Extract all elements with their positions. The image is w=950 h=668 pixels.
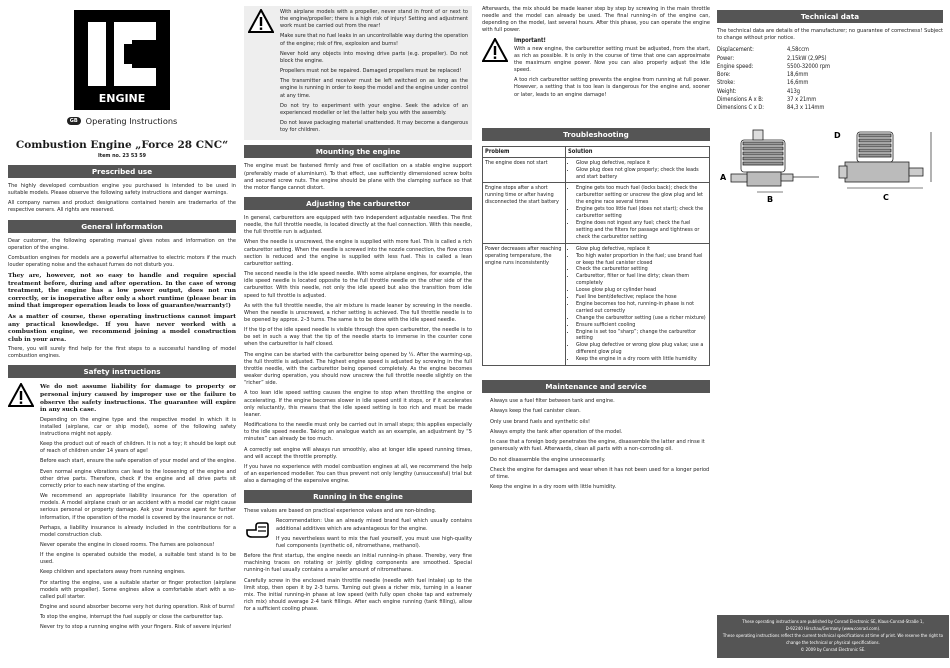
important-title: Important! <box>514 37 546 44</box>
list-item: • In case that a foreign body penetrates the engine, disassemble the latter and rinse it generously with fuel. Afterwards, clean all parts with a non-corroding oil. <box>490 439 710 454</box>
engine-logo <box>74 10 170 110</box>
language-badge: GB <box>67 117 81 125</box>
column-3 <box>482 6 710 664</box>
solution-item: • Loose glow plug or cylinder head <box>576 287 707 294</box>
paragraph: In general, carburettors are equipped with two independent adjustable needles. The first needle, the full throttle needle, is located directly at the fuel connection. With this needle, the full throttle run is adjusted. <box>244 214 472 236</box>
safety-item: To stop the engine, interrupt the fuel supply or close the carburettor tap. <box>40 614 224 621</box>
svg-text:ENGINE: ENGINE <box>98 92 146 105</box>
section-heading-maintenance: Maintenance and service <box>482 380 710 393</box>
important-block <box>482 38 710 102</box>
safety-item: For starting the engine, use a suitable starter or finger protection (airplane models with propeller). Some engines allow a comfortable start with a so-called pull starter. <box>40 579 236 600</box>
column-2 <box>244 6 472 664</box>
spec-value: 84,3 x 114mm <box>787 105 825 112</box>
list-item: • Only use brand fuels and synthetic oils! <box>490 419 710 426</box>
solution-item: • Check the carburettor setting <box>576 266 707 273</box>
spec-value: 2,15kW (2,9PS) <box>787 55 827 62</box>
dimension-label-a: A <box>720 173 727 183</box>
section-heading-mounting: Mounting the engine <box>244 145 472 158</box>
spec-label: Stroke: <box>717 80 735 87</box>
engine-dimension-diagram <box>717 122 943 214</box>
list-item: • Always keep the fuel canister clean. <box>490 408 710 415</box>
paragraph: The technical data are details of the manufacturer; no guarantee of correctness! Subject to change without prior notice. <box>717 28 943 42</box>
solution-item: • Change the carburettor setting (use a richer mixture) <box>576 315 707 322</box>
solution-item: • Engine does not ingest any fuel; check the fuel setting and the filters for passage and tightness or check the carburettor setting <box>576 220 707 241</box>
bold-paragraph: As a matter of course, these operating instructions cannot impart any practical knowledge. If you have never worked with a combustion engine, we recommend joining a model construction club in your area. <box>8 312 236 343</box>
important-text: With a new engine, the carburettor setting must be adjusted, from the start, as rich as possible. It is only in the course of time that one can approximate the maximum engine power. Now you can also properly adjust the idle speed. <box>514 45 710 74</box>
solution-item: • Glow plug defective, replace it <box>576 246 707 253</box>
section-heading-carburettor: Adjusting the carburettor <box>244 197 472 210</box>
column-4 <box>717 6 943 664</box>
safety-item: Never try to stop a running engine with your fingers. Risk of severe injuries! <box>40 624 232 631</box>
solution-item: • Keep the engine in a dry room with little humidity <box>576 356 707 363</box>
problem-cell: Engine stops after a short running time or after having disconnected the start battery <box>483 183 566 243</box>
spec-row <box>717 63 943 71</box>
warning-triangle-icon <box>482 38 508 62</box>
paragraph: There, you will surely find help for the first steps to a successful handling of model combustion engines. <box>8 346 236 360</box>
problem-cell: The engine does not start <box>483 157 566 183</box>
paragraph: Modifications to the needle must only be carried out in small steps; this applies especially to the idle speed needle. Taking an analogue watch as an example, an adjustment by “5 minutes” can already be too much. <box>244 422 472 443</box>
safety-item: Perhaps, a liability insurance is already included in the contributions for a model construction club. <box>40 524 236 538</box>
operating-instructions-label: Operating Instructions <box>85 116 178 126</box>
safety-item: Depending on the engine type and the respective model in which it is installed (airplane, car or ship model), some of the following safety instructions might not apply. <box>40 416 236 437</box>
item-number: Item no. 23 53 59 <box>97 153 147 159</box>
spec-label: Displacement: <box>717 47 754 54</box>
problem-cell: Power decreases after reaching operating temperature, the engine runs inconsistently <box>483 243 566 365</box>
bold-paragraph: They are, however, not so easy to handle and require special treatment before, during and after operation. In the case of wrong treatment, the engine has a low power output, does not run correctly, or is inoperative after only a short runtime (please bear in mind that improper operation leads to loss of guarantee/warranty!) <box>8 272 236 310</box>
spec-label: Engine speed: <box>717 63 754 70</box>
paragraph: Carefully screw in the enclosed main throttle needle (needle with fuel intake) up to the limit stop, then open it by 2-3 turns. Turning out gives a richer mix, turning in a leaner mix. The initial running-in phase at low speed (with fully open choke tap and extremely rich mix) should average 2-4 tank fillings. After each engine running (tank filling), allow for a sufficient cooling phase. <box>244 577 472 613</box>
table-header-row <box>483 146 710 157</box>
spec-label: Power: <box>717 55 735 62</box>
spec-row <box>717 96 943 104</box>
paragraph: These values are based on practical experience values and are non-binding. <box>244 508 437 515</box>
column-header-solution: Solution <box>566 146 710 157</box>
safety-item: Never hold any objects into moving drive parts (e.g. propeller). Do not block the engine. <box>280 50 468 64</box>
safety-item: Before each start, ensure the safe operation of your model and of the engine. <box>40 458 236 465</box>
solution-item: • Engine gets too little fuel (does not start); check the carburettor setting <box>576 206 707 220</box>
spec-row <box>717 71 943 79</box>
solution-item: • Glow plug defective, replace it <box>576 160 707 167</box>
footer-line: © 2009 by Conrad Electronic SE. <box>800 647 866 653</box>
section-heading-running-in: Running in the engine <box>244 490 472 503</box>
dimension-label-c: C <box>883 193 889 203</box>
paragraph: Before the first startup, the engine needs an initial running-in phase. Thereby, very fine machining traces on rotating or jointly gliding components are smoothed. Special running-in fuel usually contains a smaller amount of nitromethane. <box>244 553 472 574</box>
warning-triangle-icon <box>248 9 274 33</box>
section-heading-prescribed-use: Prescribed use <box>8 165 236 178</box>
solution-item: • Glow plug does not glow properly; check the leads and start battery <box>576 167 707 181</box>
solution-item: • Too high water proportion in the fuel; use brand fuel or keep the fuel canister closed <box>576 253 707 267</box>
solution-cell <box>566 243 710 365</box>
paragraph: The second needle is the idle speed needle. With some airplane engines, for example, the idle speed needle is located opposite to the full throttle needle on the other side of the carburettor. With this needle, not only the idle speed but also the transition from idle speed to full throttle is adjusted. <box>244 271 472 299</box>
paragraph: If you have no experience with model combustion engines at all, we recommend the help of an experienced modeller. You can thus prevent not only lengthy (unsuccessful) trial but also a damaging of the expensive engine. <box>244 463 472 485</box>
paragraph: If the tip of the idle speed needle is visible through the open carburettor, the needle is to be set in such a way that the tip of the needle starts to immerse in the counter cone when the carburettor is half closed. <box>244 327 472 348</box>
spec-value: 16,6mm <box>787 80 809 87</box>
solution-item: • Engine becomes too hot, running-in phase is not carried out correctly <box>576 301 707 315</box>
recommendation-2: If you nevertheless want to mix the fuel yourself, you must use high-quality fuel components (synthetic oil, nitromethane, methanol). <box>276 535 472 549</box>
safety-block <box>8 383 236 634</box>
technical-data-list <box>717 46 943 112</box>
spec-label: Dimensions A x B: <box>717 96 764 103</box>
spec-value: 18,6mm <box>787 72 809 79</box>
paragraph: The engine can be started with the carburettor being opened by ¼. After the warming-up, the full throttle is adjusted. The highest engine speed is adjusted by screwing in the full throttle needle, with the carburettor being opened completely. As the engine becomes weaker during operation, you should now unscrew the full throttle needle slightly on the “richer” side. <box>244 351 472 387</box>
column-1 <box>8 6 236 664</box>
dimension-label-b: B <box>767 195 774 205</box>
safety-item: Keep children and spectators away from running engines. <box>40 569 186 576</box>
header-block <box>8 10 236 159</box>
troubleshooting-table <box>482 146 710 366</box>
section-heading-general-information: General information <box>8 220 236 233</box>
spec-label: Bore: <box>717 72 731 79</box>
spec-row <box>717 104 943 112</box>
solution-item: • Carburettor, filter or fuel line dirty; clean them completely <box>576 273 707 287</box>
table-row <box>483 183 710 243</box>
list-item: • Keep the engine in a dry room with little humidity. <box>490 484 710 491</box>
section-heading-safety: Safety instructions <box>8 365 236 378</box>
table-row <box>483 157 710 183</box>
footer-line: These operating instructions reflect the current technical specifications at time of print. We reserve the right to change the technical or physical specifications. <box>722 633 944 646</box>
spec-value: 413g <box>787 88 801 95</box>
section-heading-troubleshooting: Troubleshooting <box>482 128 710 141</box>
list-item: • Always use a fuel filter between tank and engine. <box>490 398 710 405</box>
spec-value: 5500-32000 rpm <box>787 63 831 70</box>
recommendation-block <box>244 518 472 553</box>
safety-item: Propellers must not be repaired. Damaged propellers must be replaced! <box>280 68 462 75</box>
paragraph: A too lean idle speed setting causes the engine to stop when throttling the engine or accelerating. If the engine becomes slower in idle speed until it stops, or if it accelerates only reluctantly, this means that the idle speed setting is too rich and must be made leaner. <box>244 390 472 418</box>
section-heading-technical-data: Technical data <box>717 10 943 23</box>
column-header-problem: Problem <box>483 146 566 157</box>
list-item: • Do not disassemble the engine unnecessarily. <box>490 457 710 464</box>
safety-item: If the engine is operated outside the model, a suitable test stand is to be used. <box>40 552 236 566</box>
safety-item: Keep the product out of reach of children. It is not a toy; it should be kept out of reach of children under 14 years of age! <box>40 441 236 455</box>
solution-item: • Glow plug defective or wrong glow plug value; use a different glow plug <box>576 342 707 356</box>
safety-item: We recommend an appropriate liability insurance for the operation of models. A model airplane crash or an accident with a model car might cause serious personal or property damage. Ask your insurance agent for further information, if the operation of the model is covered by the insurance or not. <box>40 493 236 521</box>
spec-label: Weight: <box>717 88 737 95</box>
spec-row <box>717 46 943 54</box>
spec-value: 37 x 21mm <box>787 96 817 103</box>
paragraph: Afterwards, the mix should be made leaner step by step by screwing in the main throttle needle and the model can already be used. The final running-in of the engine can, depending on the model, last several hours. After this phase, you can operate the engine with full power. <box>482 6 710 34</box>
dimension-label-d: D <box>834 131 841 141</box>
spec-row <box>717 55 943 63</box>
paragraph: Dear customer, the following operating manual gives notes and information on the operation of the engine. <box>8 237 236 251</box>
solution-item: • Fuel line bent/defective; replace the hose <box>576 294 707 301</box>
safety-continued-block <box>244 6 472 140</box>
paragraph: The engine must be fastened firmly and free of oscillation on a stable engine support (preferably made of aluminium). To that effect, use sufficiently dimensioned screw bolts and secured screw nuts. The engine should be plane with the clamping surface so that the motor flange cannot distort. <box>244 163 472 191</box>
safety-item: With airplane models with a propeller, never stand in front of or next to the engine/propeller; there is a high risk of injury! Setting and adjustment work must be carried out from the rear! <box>280 9 468 30</box>
solution-item: • Ensure sufficient cooling <box>576 322 707 329</box>
maintenance-list <box>482 398 710 492</box>
info-hand-icon <box>244 518 270 540</box>
footer-line: D-92240 Hirschau/Germany (www.conrad.com). <box>785 626 881 632</box>
spec-value: 4,58ccm <box>787 47 810 54</box>
spec-label: Dimensions C x D: <box>717 105 765 112</box>
list-item: • Check the engine for damages and wear when it has not been used for a longer period of time. <box>490 467 710 482</box>
paragraph: When the needle is unscrewed, the engine is supplied with more fuel. This is called a rich carburettor setting. When the needle is screwed into the nozzle connection, the flow cross section is reduced and the engine is supplied with less fuel. This is called a lean carburettor setting. <box>244 239 472 267</box>
safety-item: Do not try to experiment with your engine. Seek the advice of an experienced modeller or let the latter help you with the assembly. <box>280 102 468 116</box>
table-row <box>483 243 710 365</box>
language-line <box>8 116 236 126</box>
solution-cell <box>566 157 710 183</box>
paragraph: All company names and product designations contained herein are trademarks of the respective owners. All rights are reserved. <box>8 200 236 214</box>
footer-box <box>717 615 949 658</box>
safety-item: Engine and sound absorber become very hot during operation. Risk of burns! <box>40 604 235 611</box>
safety-lead: We do not assume liability for damage to property or personal injury caused by improper use or the failure to observe the safety instructions. The guarantee will expire in any such case. <box>40 383 236 414</box>
spec-row <box>717 88 943 96</box>
safety-item: Never operate the engine in closed rooms. The fumes are poisonous! <box>40 542 215 549</box>
safety-item: Make sure that no fuel leaks in an uncontrollable way during the operation of the engine; risk of fire, explosion and burns! <box>280 33 469 47</box>
safety-item: The transmitter and receiver must be left switched on as long as the engine is running in order to keep the model and the engine under control at any time. <box>280 78 468 99</box>
solution-item: • Engine is set too “sharp”; change the carburettor setting <box>576 329 707 343</box>
list-item: • Always empty the tank after operation of the model. <box>490 429 710 436</box>
paragraph: As with the full throttle needle, the air mixture is made leaner by screwing in the needle. When the needle is unscrewed, a richer setting is achieved. The full throttle needle is to be opened by approx. 2–3 turns. The same is to be done with the idle speed needle. <box>244 302 472 323</box>
safety-item: Even normal engine vibrations can lead to the loosening of the engine and other drive parts. Therefore, check if the engine and all drive parts sit correctly prior to each new starting of the engine. <box>40 468 236 489</box>
warning-triangle-icon <box>8 383 34 407</box>
solution-item: • Engine gets too much fuel (locks back); check the carburettor setting or unscrew the glow plug and let the engine race several times <box>576 185 707 206</box>
spec-row <box>717 79 943 87</box>
safety-item: Do not leave packaging material unattended. It may become a dangerous toy for children. <box>280 120 468 134</box>
recommendation-1: Recommendation: Use an already mixed brand fuel which usually contains additional additives which are advantageous for the engine. <box>276 518 472 532</box>
paragraph: The highly developed combustion engine you purchased is intended to be used in suitable models. Please observe the following safety instructions and danger warnings. <box>8 183 236 197</box>
footer-line: These operating instructions are published by Conrad Electronic SE, Klaus-Conrad-Straße 1, <box>742 619 924 625</box>
paragraph: Combustion engines for models are a powerful alternative to electric motors if the much louder operating noise and the exhaust fumes do not disturb you. <box>8 254 236 269</box>
document-title: Combustion Engine „Force 28 CNC“ <box>15 139 229 151</box>
paragraph: A too rich carburettor setting prevents the engine from running at full power. However, a setting that is too lean is dangerous for the engine and, sooner or later, leads to an engine damage! <box>514 77 710 98</box>
paragraph: A correctly set engine will always run smoothly, also at longer idle speed running times, and will accept the throttle promptly. <box>244 446 472 460</box>
solution-cell <box>566 183 710 243</box>
